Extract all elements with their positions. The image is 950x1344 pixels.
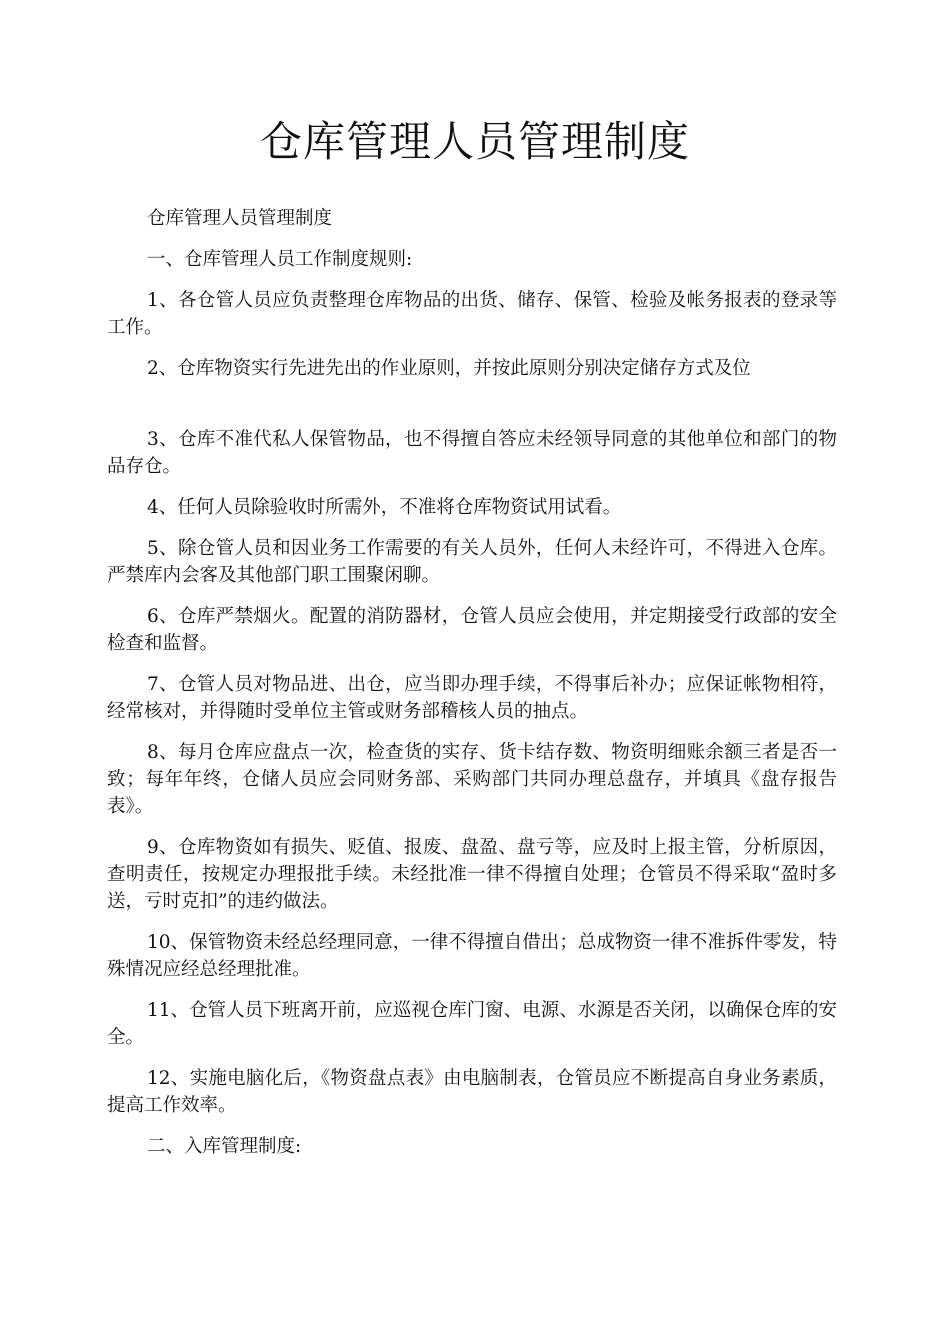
paragraph-rule-2: 2、仓库物资实行先进先出的作业原则，并按此原则分别决定储存方式及位 — [147, 358, 751, 379]
paragraph-rule-1: 1、各仓管人员应负责整理仓库物品的出货、储存、保管、检验及帐务报表的登录等工作。 — [107, 290, 837, 338]
paragraph-subtitle: 仓库管理人员管理制度 — [147, 208, 333, 229]
paragraph-rule-6: 6、仓库严禁烟火。配置的消防器材，仓管人员应会使用，并定期接受行政部的安全检查和监督。 — [107, 606, 837, 654]
paragraph-section-2-heading: 二、入库管理制度: — [147, 1136, 302, 1157]
paragraph-rule-12: 12、实施电脑化后，《物资盘点表》由电脑制表，仓管员应不断提高自身业务素质，提高工作效率。 — [107, 1068, 837, 1116]
paragraph-rule-10: 10、保管物资未经总经理同意，一律不得擅自借出；总成物资一律不准拆件零发，特殊情况应经总经理批准。 — [107, 932, 837, 980]
paragraph-rule-3: 3、仓库不准代私人保管物品，也不得擅自答应未经领导同意的其他单位和部门的物品存仓。 — [107, 429, 837, 477]
document-title: 仓库管理人员管理制度 — [259, 117, 690, 166]
paragraph-rule-5: 5、除仓管人员和因业务工作需要的有关人员外，任何人未经许可，不得进入仓库。严禁库内会客及其他部门职工围聚闲聊。 — [107, 538, 837, 586]
paragraph-rule-7: 7、仓管人员对物品进、出仓，应当即办理手续，不得事后补办；应保证帐物相符，经常核对，并得随时受单位主管或财务部稽核人员的抽点。 — [107, 674, 837, 722]
paragraph-rule-11: 11、仓管人员下班离开前，应巡视仓库门窗、电源、水源是否关闭，以确保仓库的安全。 — [107, 1000, 837, 1048]
document-body — [107, 205, 837, 1174]
paragraph-rule-9: 9、仓库物资如有损失、贬值、报废、盘盈、盘亏等，应及时上报主管，分析原因，查明责任，按规定办理报批手续。未经批准一律不得擅自处理；仓管员不得采取“盈时多送，亏时克扣”的违约做法。 — [107, 837, 837, 912]
paragraph-rule-8: 8、每月仓库应盘点一次，检查货的实存、货卡结存数、物资明细账余额三者是否一致；每年年终，仓储人员应会同财务部、采购部门共同办理总盘存，并填具《盘存报告表》。 — [107, 742, 837, 817]
paragraph-section-1-heading: 一、仓库管理人员工作制度规则: — [147, 249, 413, 270]
paragraph-rule-4: 4、任何人员除验收时所需外，不准将仓库物资试用试看。 — [147, 497, 622, 518]
